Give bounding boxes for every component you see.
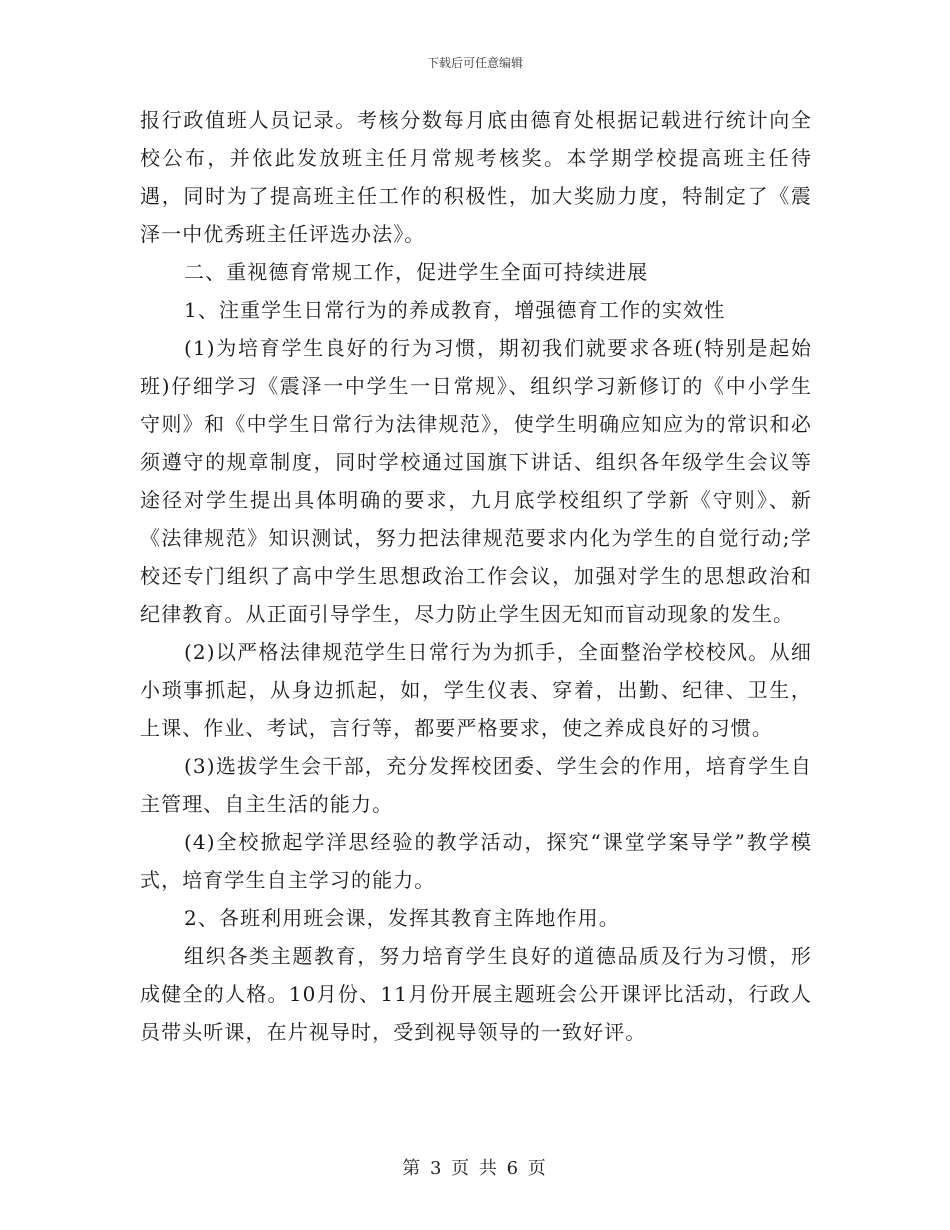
- page-header: 下载后可任意编辑: [426, 56, 523, 70]
- paragraph: (4)全校掀起学洋思经验的教学活动，探究“课堂学案导学”教学模式，培育学生自主学习的能力。: [140, 830, 812, 892]
- page-footer: 第 3 页 共 6 页: [402, 1158, 548, 1179]
- paragraph: (3)选拔学生会干部，充分发挥校团委、学生会的作用，培育学生自主管理、自主生活的能力。: [140, 754, 812, 816]
- subsection-heading: 1、注重学生日常行为的养成教育，增强德育工作的实效性: [184, 298, 726, 322]
- paragraph: (2)以严格法律规范学生日常行为为抓手，全面整治学校校风。从细小琐事抓起，从身边抓起，如，学生仪表、穿着，出勤、纪律、卫生，上课、作业、考试，言行等，都要严格要求，使之养成良好的习惯。: [140, 640, 812, 740]
- paragraph: 组织各类主题教育，努力培育学生良好的道德品质及行为习惯，形成健全的人格。10月份、11月份开展主题班会公开课评比活动，行政人员带头听课，在片视导时，受到视导领导的一致好评。: [140, 944, 812, 1044]
- document-body: [140, 101, 812, 1051]
- section-heading: 二、重视德育常规工作，促进学生全面可持续进展: [184, 260, 649, 284]
- paragraph: (1)为培育学生良好的行为习惯，期初我们就要求各班(特别是起始班)仔细学习《震泽一中学生一日常规》、组织学习新修订的《中小学生守则》和《中学生日常行为法律规范》，使学生明确应知应为的常识和必须遵守的规章制度，同时学校通过国旗下讲话、组织各年级学生会议等途径对学生提出具体明确的要求，九月底学校组织了学新《守则》、新《法律规范》知识测试，努力把法律规范要求内化为学生的自觉行动;学校还专门组织了高中学生思想政治工作会议，加强对学生的思想政治和纪律教育。从正面引导学生，尽力防止学生因无知而盲动现象的发生。: [140, 336, 812, 626]
- subsection-heading: 2、各班利用班会课，发挥其教育主阵地作用。: [184, 906, 620, 930]
- paragraph: 报行政值班人员记录。考核分数每月底由德育处根据记载进行统计向全校公布，并依此发放班主任月常规考核奖。本学期学校提高班主任待遇，同时为了提高班主任工作的积极性，加大奖励力度，特制定了《震泽一中优秀班主任评选办法》。: [140, 108, 812, 246]
